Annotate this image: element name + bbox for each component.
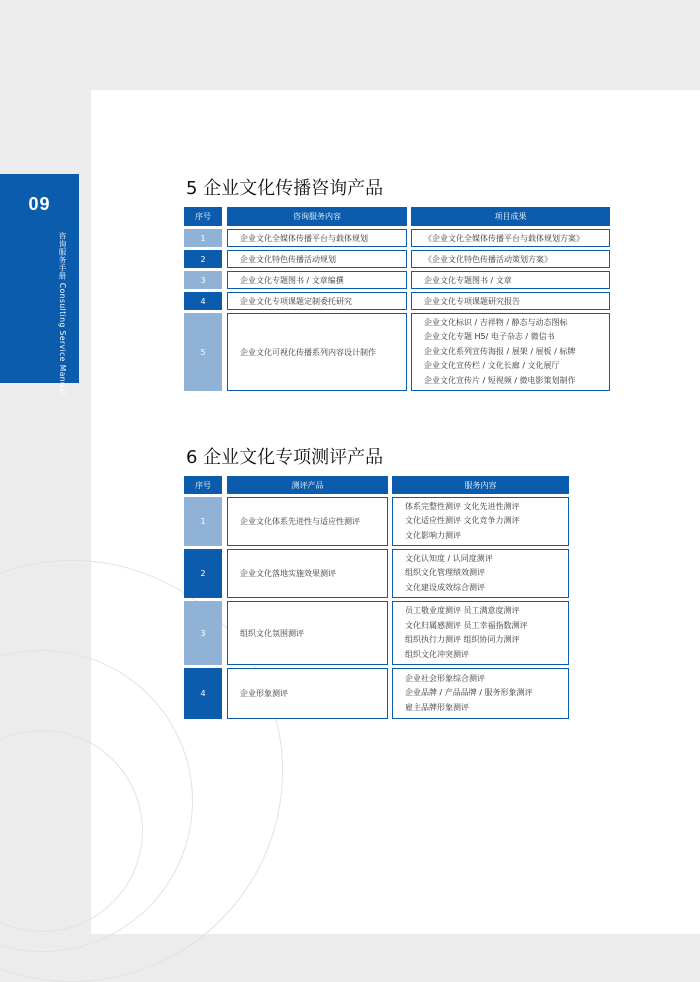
table-cell-product: 企业文化落地实施效果测评 bbox=[227, 549, 388, 598]
manual-vertical-title: 咨询服务手册 Consulting Service Manual bbox=[58, 232, 67, 395]
result-line: 企业文化标识 / 吉祥物 / 静态与动态图标 bbox=[424, 317, 568, 327]
table-cell-result bbox=[411, 313, 610, 391]
row-number: 1 bbox=[184, 497, 222, 546]
row-number: 2 bbox=[184, 250, 222, 268]
table-header-content: 咨询服务内容 bbox=[227, 207, 407, 226]
table-header-service: 服务内容 bbox=[392, 476, 569, 494]
service-line: 文化适应性测评 文化竞争力测评 bbox=[405, 516, 520, 526]
service-line: 员工敬业度测评 员工满意度测评 bbox=[405, 606, 520, 615]
row-number: 4 bbox=[184, 292, 222, 310]
row-number: 4 bbox=[184, 668, 222, 719]
table-cell-result: 企业文化专题图书 / 文章 bbox=[411, 271, 610, 289]
chapter-number: 09 bbox=[28, 194, 51, 214]
table-cell-result: 企业文化专项课题研究报告 bbox=[411, 292, 610, 310]
table-cell-product: 企业文化体系先进性与适应性测评 bbox=[227, 497, 388, 546]
service-line: 组织执行力测评 组织协同力测评 bbox=[405, 635, 520, 644]
table-cell-content: 企业文化专项课题定制委托研究 bbox=[227, 292, 407, 310]
service-line: 组织文化管理绩效测评 bbox=[405, 568, 485, 578]
result-line: 企业文化专题 H5/ 电子杂志 / 微信书 bbox=[424, 332, 555, 342]
table-header-result: 项目成果 bbox=[411, 207, 610, 226]
table-cell-service bbox=[392, 601, 569, 665]
table-header-number: 序号 bbox=[184, 207, 222, 226]
table-cell-service bbox=[392, 549, 569, 598]
table-cell-content: 企业文化全媒体传播平台与载体规划 bbox=[227, 229, 407, 247]
section-5-title: 5 企业文化传播咨询产品 bbox=[186, 178, 384, 199]
service-line: 文化认知度 / 认同度测评 bbox=[405, 553, 493, 563]
table-cell-service bbox=[392, 497, 569, 546]
result-line: 企业文化宣传片 / 短视频 / 微电影策划制作 bbox=[424, 375, 576, 385]
result-line: 企业文化宣传栏 / 文化长廊 / 文化展厅 bbox=[424, 361, 560, 371]
section-6-title: 6 企业文化专项测评产品 bbox=[186, 447, 384, 468]
row-number: 3 bbox=[184, 601, 222, 665]
service-line: 企业社会形象综合测评 bbox=[405, 673, 485, 683]
row-number: 2 bbox=[184, 549, 222, 598]
service-line: 文化建设成效综合测评 bbox=[405, 582, 485, 592]
service-line: 体系完整性测评 文化先进性测评 bbox=[405, 501, 520, 511]
table-cell-content: 企业文化特色传播活动规划 bbox=[227, 250, 407, 268]
row-number: 5 bbox=[184, 313, 222, 391]
table-header-product: 测评产品 bbox=[227, 476, 388, 494]
table-cell-result: 《企业文化全媒体传播平台与载体规划方案》 bbox=[411, 229, 610, 247]
service-line: 文化影响力测评 bbox=[405, 530, 461, 540]
table-cell-product: 组织文化氛围测评 bbox=[227, 601, 388, 665]
table-cell-result: 《企业文化特色传播活动策划方案》 bbox=[411, 250, 610, 268]
table-cell-content: 企业文化专题图书 / 文章编撰 bbox=[227, 271, 407, 289]
row-number: 1 bbox=[184, 229, 222, 247]
table-cell-service bbox=[392, 668, 569, 719]
table-cell-content: 企业文化可视化传播系列内容设计制作 bbox=[227, 313, 407, 391]
row-number: 3 bbox=[184, 271, 222, 289]
chapter-side-tab bbox=[0, 174, 79, 395]
service-line: 雇主品牌形象测评 bbox=[405, 702, 469, 712]
table-cell-product: 企业形象测评 bbox=[227, 668, 388, 719]
service-line: 文化归属感测评 员工幸福指数测评 bbox=[405, 620, 528, 630]
result-line: 企业文化系列宣传海报 / 展架 / 展板 / 标牌 bbox=[424, 346, 576, 356]
service-line: 企业品牌 / 产品品牌 / 服务形象测评 bbox=[405, 688, 533, 698]
table-header-number: 序号 bbox=[184, 476, 222, 494]
service-line: 组织文化冲突测评 bbox=[405, 649, 469, 659]
